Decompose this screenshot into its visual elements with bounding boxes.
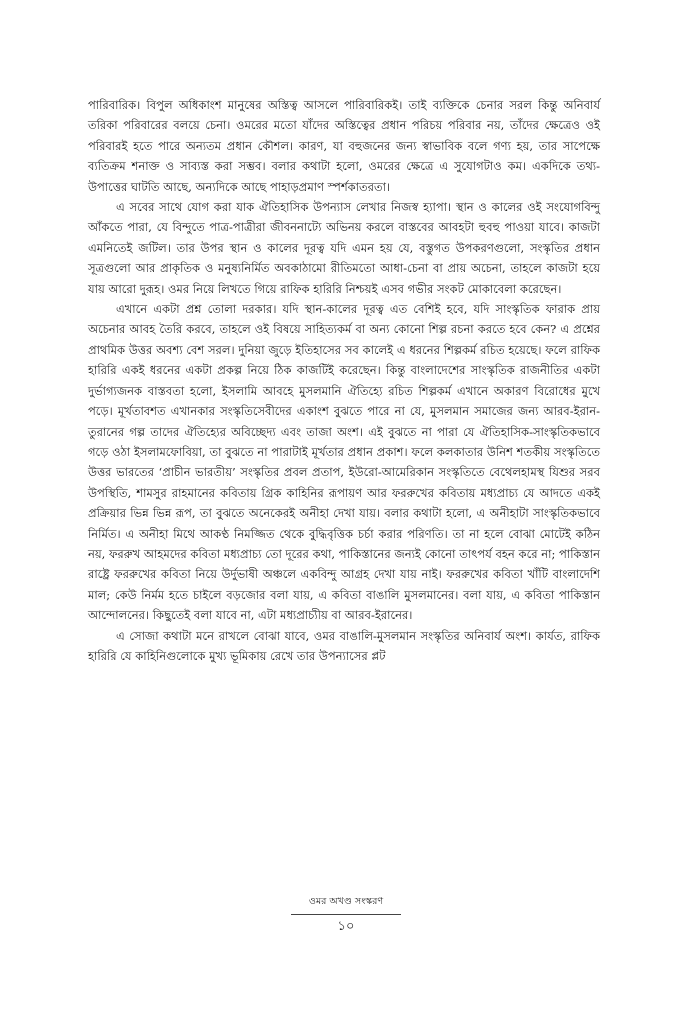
paragraph-line: নাই। ফররুখের কবিতা খাঁটি বাংলাদেশি মাল; কেউ নির্মম হতে চাইলে বড়জোর বলা যায়, এ: [88, 567, 600, 602]
paragraph-line: কবিতা বাঙালি মুসলমানের। বলা যায়, এ কবিতা পাকিস্তান আন্দোলনের। কিছুতেই বলা যাবে: [88, 587, 601, 623]
paragraph-line: দূরত্ব যদি এমন হয় যে, বস্তুগত উপকরণগুলো, সংস্কৃতির প্রধান সূত্রগুলো আর প্রাকৃতিক ও: [88, 240, 601, 276]
paragraph: [88, 626, 600, 667]
paragraph: [88, 95, 600, 197]
paragraph-line: ফররুখ আহমদের কবিতা মধ্যপ্রাচ্য তো দূরের কথা, পাকিস্তানের জন্যই কোনো তাৎপর্য বহন: [109, 546, 515, 561]
paragraph-line: সাংস্কৃতিক ফারাক প্রায় অচেনার আবহ তৈরি করবে, তাহলে ওই বিষয়ে সাহিত্যকর্ম বা অন্য: [88, 302, 600, 337]
paragraph: [88, 299, 600, 626]
paragraph-line: কালের ওই সংযোগবিন্দু আঁকতে পারা, যে বিন্দুতে পাত্র-পাত্রীরা জীবননাট্যে অভিনয় করলে: [88, 200, 600, 235]
paragraph-line: অকারণ বিরোধের মুখে পড়ে। মূর্খতাবশত এখানকার সংস্কৃতিসেবীদের একাংশ বুঝতে পারে: [88, 383, 600, 419]
paragraph-line: আছে, অন্যদিকে আছে পাহাড়প্রমাণ স্পর্শকাতরতা।: [163, 179, 391, 194]
paragraph-line: তাজা অংশ। এই বুঝতে না পারা যে ঐতিহাসিক-সাংস্কৃতিকভাবে গড়ে ওঠা ইসলামফোবিয়া,: [88, 424, 601, 459]
paragraph-line: ফররুখের কবিতায় মধ্যপ্রাচ্য যে আদতে একই প্রক্রিয়ার ভিন্ন ভিন্ন রূপ, তা বুঝতে অনেকেরই: [88, 485, 600, 521]
body-text: [88, 95, 600, 666]
running-footer-title: ওমর অখণ্ড সংস্করণ: [308, 896, 384, 907]
paragraph-line: আকণ্ঠ নিমজ্জিত থেকে বুদ্ধিবৃত্তিক চর্চা করার পরিণতি। তা না হলে বোঝা মোটেই কঠিন নয়,: [88, 526, 600, 561]
paragraph-line: সম্ভব। বলার কথাটা হলো, ওমরের ক্ষেত্রে এ সুযোগটাও কম। একদিকে তথ্য-উপাত্তের ঘাটতি: [88, 159, 601, 194]
paragraph-line: করেছেন।: [519, 281, 562, 296]
paragraph-line: একটা প্রকল্প নিয়ে ঠিক কাজটিই করেছেন। কিন্তু বাংলাদেশের সাংস্কৃতিক রাজনীতির একটা: [185, 363, 601, 378]
paragraph-line: বাস্তবের আবহটা হুবহু পাওয়া যাবে। কাজটা এমনিতেই জটিল। তার উপর স্থান ও কালের: [88, 220, 600, 255]
paragraph-line: ইতিহাসের সব কালেই এ ধরনের শিল্পকর্ম রচিত হয়েছে। ফলে রাফিক হারিরি একই ধরনের: [88, 342, 601, 378]
paragraph-line: যা বহুজনের জন্য স্বাভাবিক বলে গণ্য হয়, তার সাপেক্ষে ব্যতিক্রম শনাক্ত ও সাব্যস্ত করা: [88, 138, 601, 174]
paragraph-line: এখানে একটা প্রশ্ন তোলা দরকার। যদি স্থান-কালের দূরত্ব এত বেশিই হবে, যদি: [116, 302, 490, 317]
paragraph-line: পরিচয় পরিবার নয়, তাঁদের ক্ষেত্রেও ওই পরিবারই হতে পারে অন্যতম প্রধান কৌশল। কারণ,: [88, 118, 601, 153]
page-number: ১০: [337, 919, 355, 934]
paragraph-line: তা বুঝতে না পারাটাই মূর্খতার প্রধান প্রকাশ। ফলে কলকাতার উনিশ শতকীয় সংস্কৃতিতে: [209, 444, 601, 459]
paragraph-line: দুর্ভাগ্যজনক বাস্তবতা হলো, ইসলামি আবহে মুসলমানি ঐতিহ্যে রচিত শিল্পকর্ম এখানে: [88, 383, 489, 398]
footer-rule: [291, 914, 401, 915]
paragraph-line: বেথেলহামস্থ যিশুর সরব উপস্থিতি, শামসুর রাহমানের কবিতায় গ্রিক কাহিনির রূপায়ণ আর: [88, 465, 601, 500]
paragraph-line: পারিবারিক। বিপুল অধিকাংশ মানুষের অস্তিত্ব আসলে পারিবারিকই। তাই ব্যক্তিকে চেনার: [88, 98, 504, 112]
paragraph-line: এ সবের সাথে যোগ করা যাক ঐতিহাসিক উপন্যাস লেখার নিজস্ব হ্যাপা। স্থান ও: [116, 200, 487, 215]
paragraph-line: অনীহা দেখা যায়। বলার কথাটা হলো, এ অনীহাটা সাংস্কৃতিকভাবে নির্মিত। এ অনীহা মিথে: [88, 506, 601, 541]
paragraph-line: না, এটা মধ্যপ্রাচ্যীয় বা আরব-ইরানের।: [240, 608, 413, 623]
paragraph-line: কোনো শিল্প রচনা করতে হবে কেন? এ প্রশ্নের প্রাথমিক উত্তর অবশ্য বেশ সরল। দুনিয়া জুড়ে: [88, 322, 601, 357]
paragraph-line: করে না; পাকিস্তান রাষ্ট্রে ফররুখের কবিতা নিয়ে উর্দুভাষী অঞ্চলে একবিন্দু আগ্রহ দেখা যায়: [88, 546, 600, 582]
paragraph-line: অংশ। কার্যত, রাফিক হারিরি যে কাহিনিগুলোকে মুখ্য ভূমিকায় রেখে তার উপন্যাসের প্লট: [88, 628, 601, 663]
paragraph-line: সরল কিন্তু অনিবার্য তরিকা পরিবারের বলয়ে চেনা। ওমরের মতো যাঁদের অস্তিত্বের প্রধান: [88, 98, 600, 133]
paragraph-line: এ সোজা কথাটা মনে রাখলে বোঝা যাবে, ওমর বাঙালি-মুসলমান সংস্কৃতির অনিবার্য: [116, 628, 501, 643]
paragraph-line: না যে, মুসলমান সমাজের জন্য আরব-ইরান-তুরানের গল্প তাদের ঐতিহ্যের অবিচ্ছেদ্য এবং: [88, 404, 600, 439]
paragraph-line: মনুষ্যনির্মিত অবকাঠামো রীতিমতো আধা-চেনা বা প্রায় অচেনা, তাহলে কাজটা হয়ে যায়: [88, 261, 600, 296]
paragraph: [88, 197, 600, 299]
paragraph-line: আরো দুরূহ। ওমর নিয়ে লিখতে গিয়ে রাফিক হারিরি নিশ্চয়ই এসব গভীর সংকট মোকাবেলা: [108, 281, 517, 296]
paragraph-line: উত্তর ভারতের ‘প্রাচীন ভারতীয়’ সংস্কৃতির প্রবল প্রতাপ, ইউরো-আমেরিকান সংস্কৃতিতে: [88, 465, 485, 480]
